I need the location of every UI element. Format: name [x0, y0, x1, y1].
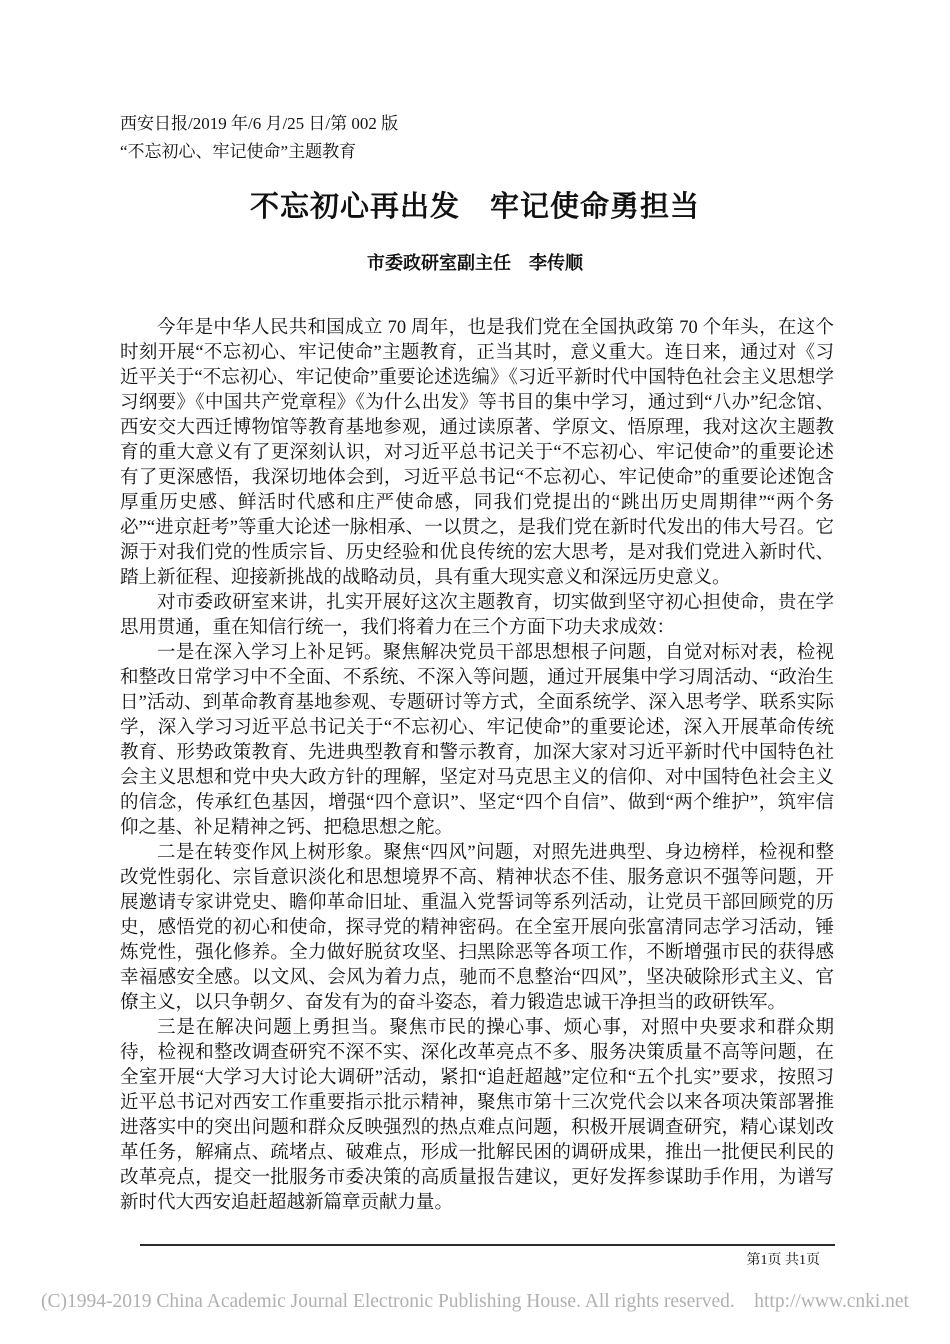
paragraph-3: 一是在深入学习上补足钙。聚焦解决党员干部思想根子问题，自觉对标对表，检视和整改日常学习中不全面、不系统、不深入等问题，通过开展集中学习周活动、“政治生日”活动、到革命教育基地参观、专题研讨等方式，全面系统学、深入思考学、联系实际学，深入学习习近平总书记关于“不忘初心、牢记使命”的重要论述，深入开展革命传统教育、形势政策教育、先进典型教育和警示教育，加深大家对习近平新时代中国特色社会主义思想和党中央大政方针的理解，坚定对马克思主义的信仰、对中国特色社会主义的信念，传承红色基因，增强“四个意识”、坚定“四个自信”、做到“两个维护”，筑牢信仰之基、补足精神之钙、把稳思想之舵。 [120, 643, 834, 838]
page-number-indicator: 第1页 共1页 [746, 1253, 820, 1268]
article-title: 不忘初心再出发 牢记使命勇担当 [249, 191, 700, 223]
column-topic-line: “不忘初心、牢记使命”主题教育 [120, 142, 357, 161]
paragraph-2: 对市委政研室来讲，扎实开展好这次主题教育，切实做到坚守初心担使命，贵在学思用贯通，重在知信行统一，我们将着力在三个方面下功夫求成效： [120, 593, 834, 638]
footer-divider-rule [140, 1244, 835, 1246]
paragraph-5: 三是在解决问题上勇担当。聚焦市民的操心事、烦心事，对照中央要求和群众期待，检视和整改调查研究不深不实、深化改革亮点不多、服务决策质量不高等问题，在全室开展“大学习大讨论大调研”活动，紧扣“追赶超越”定位和“五个扎实”要求，按照习近平总书记对西安工作重要指示批示精神，聚焦市第十三次党代会以来各项决策部署推进落实中的突出问题和群众反映强烈的热点难点问题，积极开展调查研究，精心谋划改革任务，解痛点、疏堵点、破难点，形成一批解民困的调研成果，推出一批便民利民的改革亮点，提交一批服务市委决策的高质量报告建议，更好发挥参谋助手作用，为谱写新时代大西安追赶超越新篇章贡献力量。 [120, 1018, 834, 1213]
paragraph-1: 今年是中华人民共和国成立 70 周年，也是我们党在全国执政第 70 个年头，在这个时刻开展“不忘初心、牢记使命”主题教育，正当其时，意义重大。连日来，通过对《习近平关于“不忘初心、牢记使命”重要论述选编》《习近平新时代中国特色社会主义思想学习纲要》《中国共产党章程》《为什么出发》等书目的集中学习，通过到“八办”纪念馆、西安交大西迁博物馆等教育基地参观，通过读原著、学原文、悟原理，我对这次主题教育的重大意义有了更深刻认识，对习近平总书记关于“不忘初心、牢记使命”的重要论述有了更深感悟，我深切地体会到，习近平总书记“不忘初心、牢记使命”的重要论述饱含厚重历史感、鲜活时代感和庄严使命感，同我们党提出的“跳出历史周期律”“两个务必”“进京赶考”等重大论述一脉相承、一以贯之，是我们党在新时代发出的伟大号召。它源于对我们党的性质宗旨、历史经验和优良传统的宏大思考，是对我们党进入新时代、踏上新征程、迎接新挑战的战略动员，具有重大现实意义和深远历史意义。 [120, 318, 834, 588]
source-publication-line: 西安日报/2019 年/6 月/25 日/第 002 版 [120, 114, 399, 133]
copyright-notice: (C)1994-2019 China Academic Journal Electronic Publishing House. All rights reserved. http://www.cnki.net [41, 1291, 909, 1312]
paragraph-4: 二是在转变作风上树形象。聚焦“四风”问题，对照先进典型、身边榜样，检视和整改党性弱化、宗旨意识淡化和思想境界不高、精神状态不佳、服务意识不强等问题，开展邀请专家讲党史、瞻仰革命旧址、重温入党誓词等系列活动，让党员干部回顾党的历史，感悟党的初心和使命，探寻党的精神密码。在全室开展向张富清同志学习活动，锤炼党性，强化修养。全力做好脱贫攻坚、扫黑除恶等各项工作，不断增强市民的获得感幸福感安全感。以文风、会风为着力点，驰而不息整治“四风”，坚决破除形式主义、官僚主义，以只争朝夕、奋发有为的奋斗姿态，着力锻造忠诚干净担当的政研铁军。 [120, 843, 834, 1013]
article-author: 市委政研室副主任 李传顺 [367, 253, 583, 273]
article-body [120, 316, 834, 1216]
document-header [120, 110, 834, 166]
